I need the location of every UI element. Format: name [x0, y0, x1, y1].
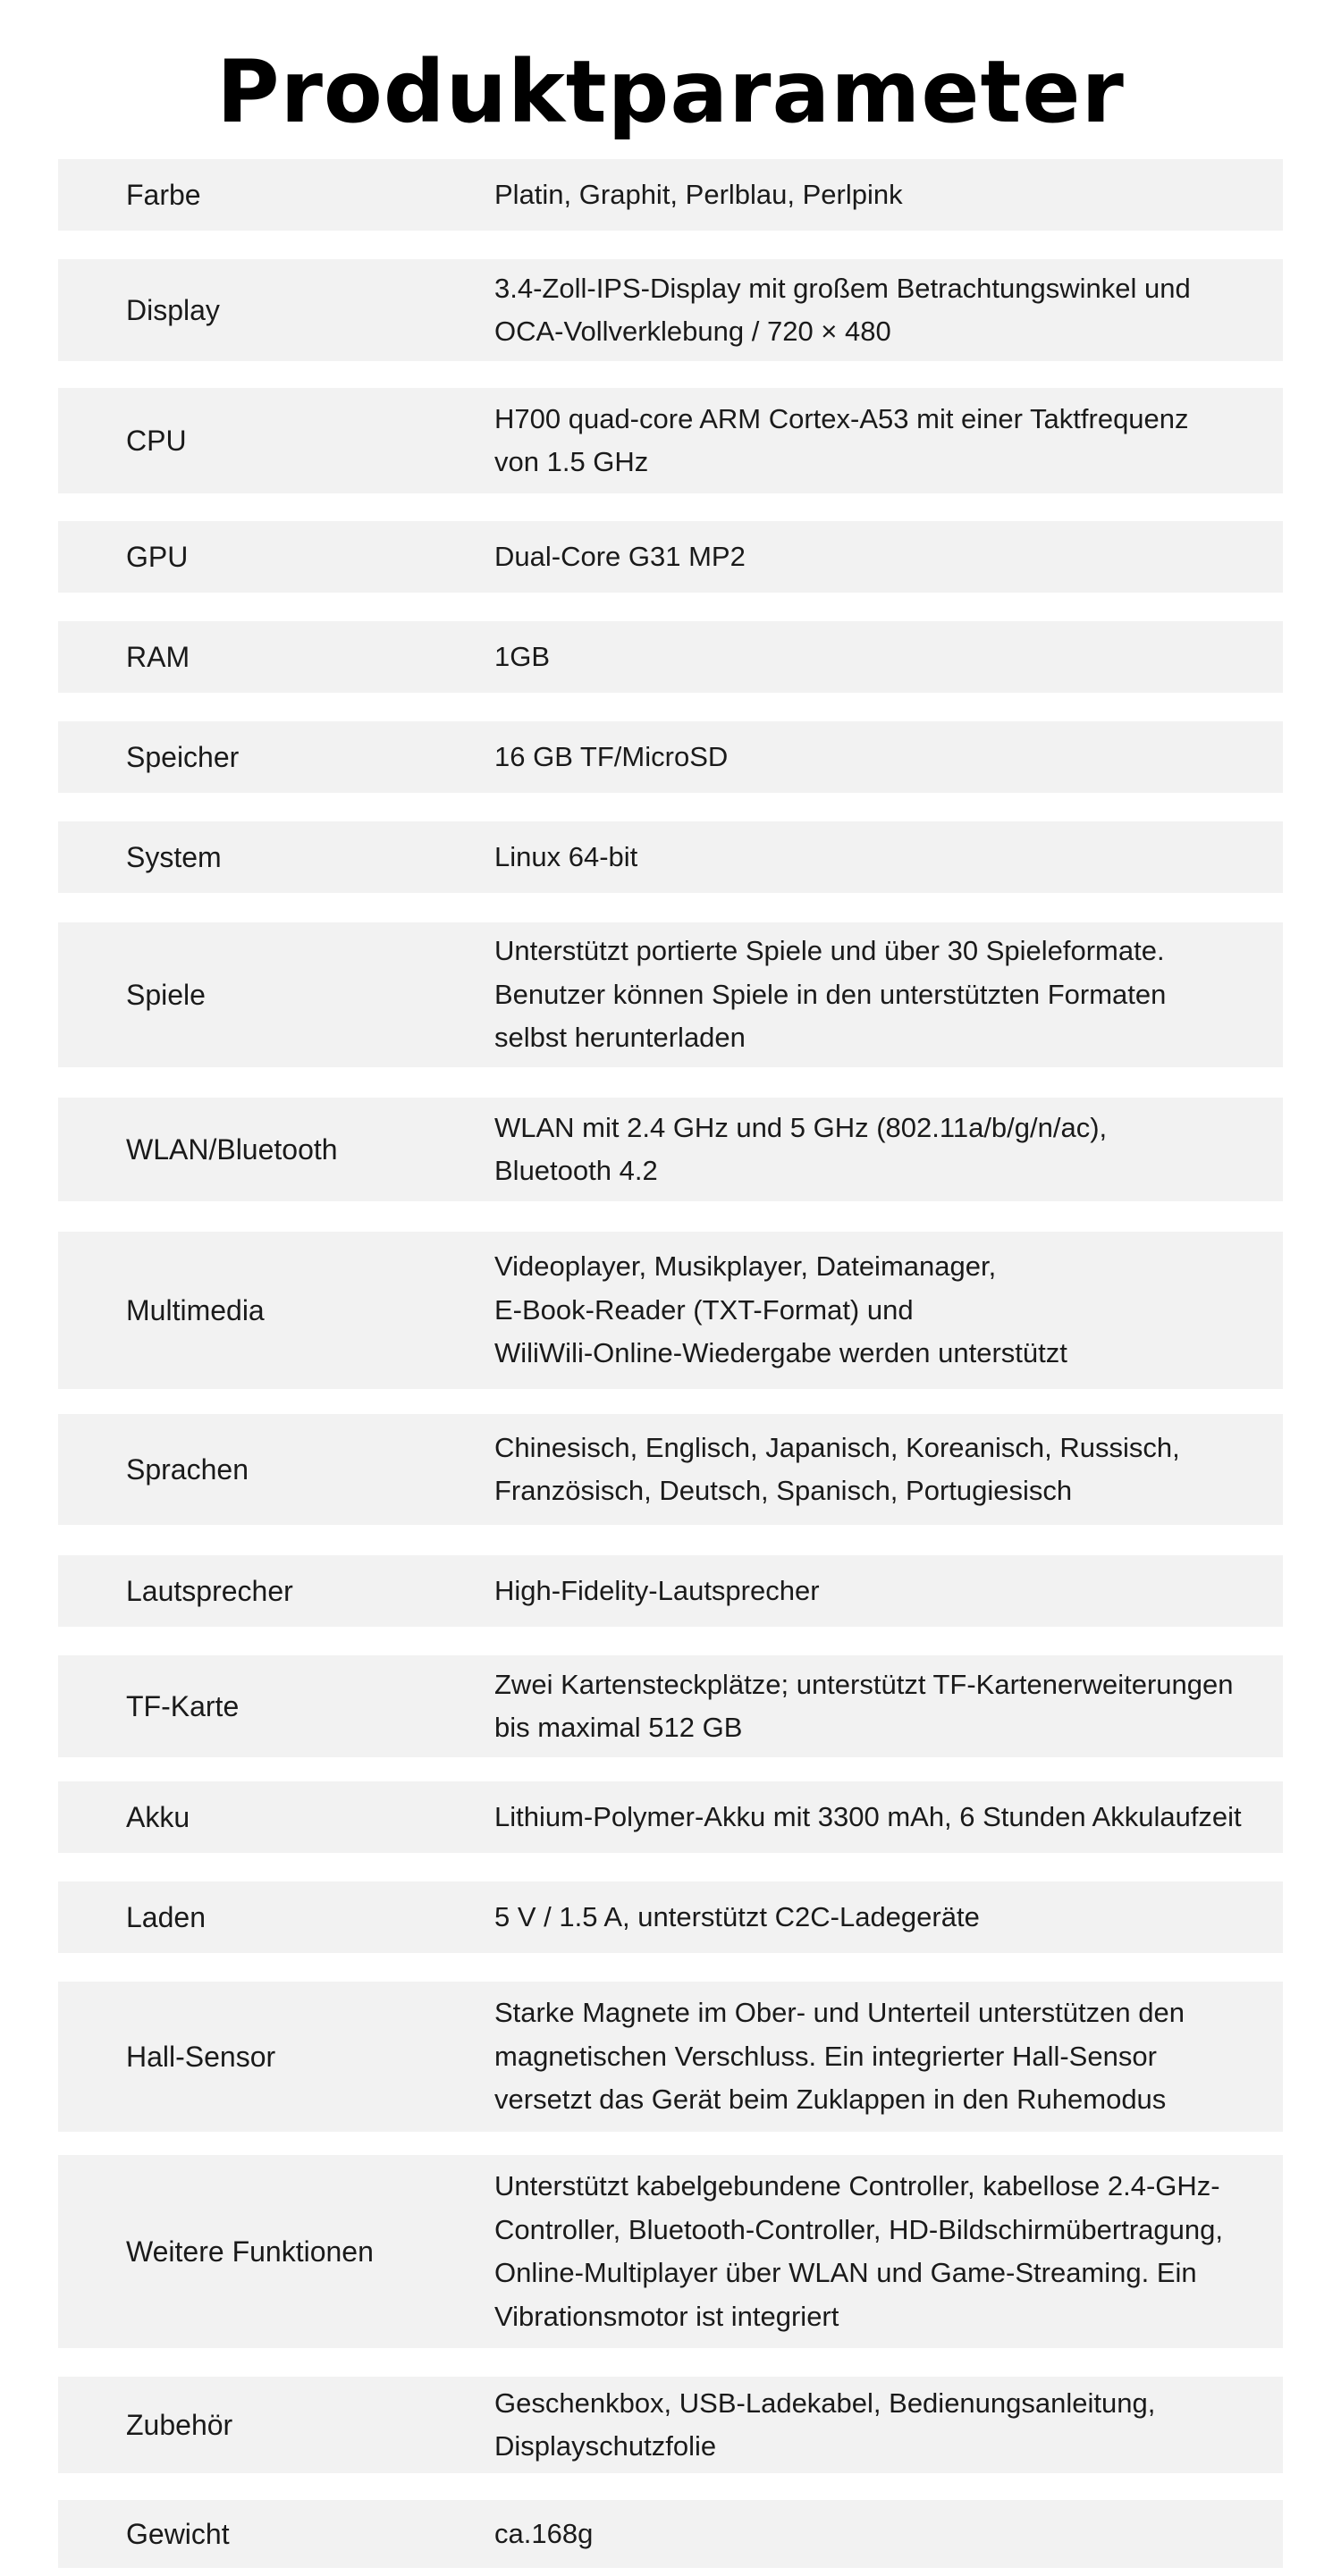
spec-label: Spiele	[126, 978, 206, 1011]
spec-value: H700 quad-core ARM Cortex-A53 mit einer Taktfrequenz von 1.5 GHz	[494, 402, 1189, 477]
spec-label: Weitere Funktionen	[126, 2235, 374, 2268]
spec-label: Farbe	[126, 178, 201, 211]
spec-value: Platin, Graphit, Perlblau, Perlpink	[494, 178, 903, 210]
spec-row-akku	[58, 1781, 1283, 1853]
spec-row-cpu	[58, 388, 1283, 493]
spec-value: 1GB	[494, 640, 551, 672]
spec-label: TF-Karte	[126, 1689, 240, 1722]
spec-value: Linux 64-bit	[494, 840, 638, 872]
spec-row-spiele	[58, 922, 1283, 1067]
spec-row-zubehoer	[58, 2377, 1283, 2473]
spec-row-farbe	[58, 159, 1283, 231]
spec-label: Akku	[126, 1800, 190, 1833]
spec-label: GPU	[126, 540, 189, 573]
spec-row-lautsprecher	[58, 1555, 1283, 1627]
spec-label: System	[126, 840, 222, 873]
spec-value: 5 V / 1.5 A, unterstützt C2C-Ladegeräte	[494, 1900, 980, 1932]
spec-label: Multimedia	[126, 1293, 265, 1326]
spec-row-tf-karte	[58, 1655, 1283, 1757]
spec-value: WLAN mit 2.4 GHz und 5 GHz (802.11a/b/g/n/ac), Bluetooth 4.2	[494, 1111, 1108, 1186]
spec-row-speicher	[58, 721, 1283, 793]
spec-label: RAM	[126, 640, 190, 673]
spec-label: Hall-Sensor	[126, 2040, 276, 2073]
spec-row-sprachen	[58, 1414, 1283, 1525]
spec-row-hall-sensor	[58, 1982, 1283, 2132]
spec-value: Lithium-Polymer-Akku mit 3300 mAh, 6 Stunden Akkulaufzeit	[494, 1800, 1242, 1832]
spec-value: ca.168g	[494, 2517, 594, 2549]
spec-row-weitere-funktionen	[58, 2155, 1283, 2348]
spec-value: Dual-Core G31 MP2	[494, 540, 746, 572]
spec-value: Videoplayer, Musikplayer, Dateimanager, E-Book-Reader (TXT-Format) und WiliWili-Online-Wiedergabe werden unterstützt	[494, 1250, 1067, 1369]
spec-value: Unterstützt kabelgebundene Controller, kabellose 2.4-GHz- Controller, Bluetooth-Controller, HD-Bildschirmübertragung, Online-Multiplayer über WLAN und Game-Streaming. Ein Vibrationsmotor ist integriert	[494, 2170, 1223, 2332]
spec-value: 3.4-Zoll-IPS-Display mit großem Betrachtungswinkel und OCA-Vollverklebung / 720 × 480	[494, 272, 1191, 347]
spec-label: Gewicht	[126, 2517, 230, 2550]
spec-row-gpu	[58, 521, 1283, 593]
spec-value: High-Fidelity-Lautsprecher	[494, 1574, 820, 1606]
spec-value: Geschenkbox, USB-Ladekabel, Bedienungsanleitung, Displayschutzfolie	[494, 2387, 1156, 2462]
spec-label: WLAN/Bluetooth	[126, 1132, 338, 1166]
spec-row-multimedia	[58, 1232, 1283, 1389]
spec-label: Display	[126, 293, 220, 326]
spec-value: 16 GB TF/MicroSD	[494, 740, 729, 772]
spec-label: Lautsprecher	[126, 1574, 293, 1607]
spec-label: CPU	[126, 424, 187, 457]
spec-row-laden	[58, 1881, 1283, 1953]
spec-value: Starke Magnete im Ober- und Unterteil unterstützen den magnetischen Verschluss. Ein integrierter Hall-Sensor versetzt das Gerät beim Zuklappen in den Ruhemodus	[494, 1997, 1185, 2116]
spec-row-wlan-bluetooth	[58, 1098, 1283, 1201]
spec-value: Chinesisch, Englisch, Japanisch, Koreanisch, Russisch, Französisch, Deutsch, Spanisch, Portugiesisch	[494, 1431, 1180, 1506]
spec-label: Laden	[126, 1900, 206, 1933]
spec-row-system	[58, 821, 1283, 893]
spec-row-gewicht	[58, 2500, 1283, 2568]
spec-label: Zubehör	[126, 2408, 233, 2441]
spec-row-ram	[58, 621, 1283, 693]
spec-value: Unterstützt portierte Spiele und über 30 Spieleformate. Benutzer können Spiele in den unterstützten Formaten selbst herunterladen	[494, 935, 1167, 1054]
page-title: Produktparameter	[216, 42, 1125, 142]
spec-label: Sprachen	[126, 1452, 249, 1486]
spec-row-display	[58, 259, 1283, 361]
spec-value: Zwei Kartensteckplätze; unterstützt TF-Kartenerweiterungen bis maximal 512 GB	[494, 1668, 1234, 1743]
spec-label: Speicher	[126, 740, 240, 773]
